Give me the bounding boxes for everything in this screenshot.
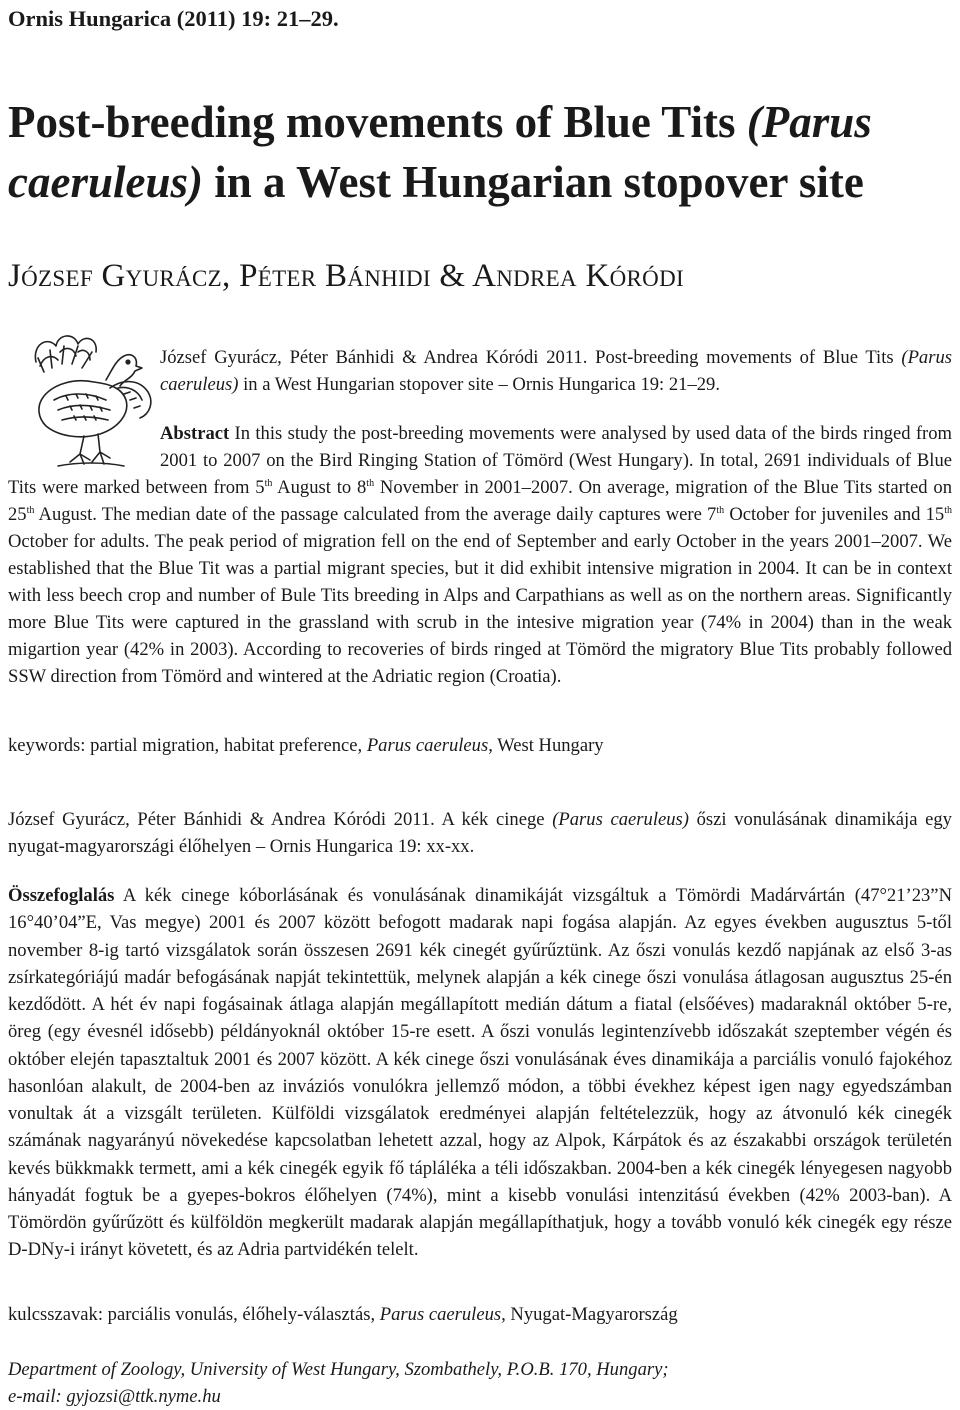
- hu-kw-species: Parus caeruleus,: [379, 1304, 506, 1325]
- author-affiliation: [8, 1356, 669, 1410]
- kw-text-1: keywords: partial migration, habitat preference,: [8, 735, 367, 756]
- abstract-sup-3: th: [26, 505, 35, 516]
- hungarian-abstract: [8, 882, 952, 1264]
- english-keywords: [8, 735, 604, 757]
- affiliation-email: e-mail: gyjozsi@ttk.nyme.hu: [8, 1386, 221, 1407]
- english-reference: [160, 344, 952, 398]
- abstract-sup-5: th: [944, 505, 952, 516]
- journal-citation: Ornis Hungarica (2011) 19: 21–29.: [8, 6, 339, 31]
- hu-kw-text-1: kulcsszavak: parciális vonulás, élőhely-választás,: [8, 1304, 380, 1325]
- abstract-s5: October for juveniles and 15: [724, 504, 945, 525]
- kw-species: Parus caeruleus: [366, 735, 489, 756]
- hu-abstract-text: A kék cinege kóborlásának és vonulásának dinamikáját vizsgáltuk a Tömördi Madárvártán (47°21’23”N 16°40’04”E, Vas megye) 2001 és 2007 között befogott madarak napi fogása alapján. Az egyes években augusztus 5-től november 8-ig tartó vizsgálatok során összesen 2691 kék cinegét gyűrűztünk. Az őszi vonulás kezdő napjának az első 3-as zsírkategóriájú madár befogásának napját tekintettük, melynek alapján a kék cinege őszi vonulása átlagosan augusztus 25-én kezdődött. A hét év napi fogásainak átlaga alapján megállapított medián dátum a fiatal (elsőéves) madaraknál október 5-re, öreg (egy évesnél idősebb) példányoknál október 15-re esett. A őszi vonulás legintenzívebb időszakát szeptember végén és október elején tapasztaltuk 2001 és 2007 között. A kék cinege őszi vonulásának éves dinamikája a parciális vonuló fajokéhoz hasonlóan alakult, de 2004-ben az inváziós vonulókra jellemző módon, a többi évekhez képest igen nagy egyedszámban vonultak át a vizsgált területen. Külföldi vizsgálatok eredményei alapján feltételezzük, hogy az átvonuló kék cinegék számának nagyarányú növekedése kapcsolatban lehetett azzal, hogy az Alpok, Kárpátok és az északabbi országok területén kevés bükkmakk termett, ami a kék cinegék egyik fő tápláléka a téli időszakban. 2004-ben a kék cinegék lényegesen nagyobb hányadát fogtuk be a gyepes-bokros élőhelyen (74%), mint a kisebb vonulási intenzitású években (42% 2003-ban). A Tömördön gyűrűzött és külföldön megkerült madarak alapján megállapíthatjuk, hogy a tovább vonuló kék cinegék egy része D-DNy-i irányt követett, és az Adria partvidékén telelt.: [8, 885, 952, 1261]
- hungarian-reference: [8, 806, 952, 860]
- abstract-label: Abstract: [160, 423, 230, 444]
- ref-species: (Parus caeruleus): [160, 347, 952, 395]
- hu-ref-species: (Parus caeruleus): [552, 809, 689, 830]
- abstract-s6: October for adults. The peak period of migration fell on the end of September and early October in the years 2001–2007. We established that the Blue Tit was a partial migrant species, but it did exhibit intensive migration in 2004. It can be in context with less beech crop and number of Bule Tits breeding in Alps and Carpathians as well as on the northern areas. Significantly more Blue Tits were captured in the grassland with scrub in the intesive migration year (74% in 2004) than in the weak migartion year (42% in 2003). According to recoveries of birds ringed at Tömörd the migratory Blue Tits probably followed SSW direction from Tömörd and wintered at the Adriatic region (Croatia).: [8, 531, 952, 687]
- title-text-2: in a West Hungarian stopover site: [203, 157, 864, 207]
- abstract-sup-1: th: [264, 478, 273, 489]
- abstract-s3: November in 2001–2007. On average, migration of the Blue Tits started on 25: [8, 477, 952, 525]
- paper-title: [8, 92, 952, 212]
- hu-abstract-label: Összefoglalás: [8, 885, 115, 906]
- title-text-1: Post-breeding movements of Blue Tits: [8, 97, 747, 147]
- affiliation-address: Department of Zoology, University of West Hungary, Szombathely, P.O.B. 170, Hungary;: [8, 1359, 669, 1380]
- abstract-indent: [8, 420, 160, 474]
- ref-text-2: in a West Hungarian stopover site – Ornis Hungarica 19: 21–29.: [238, 374, 720, 395]
- hu-ref-text-1: József Gyurácz, Péter Bánhidi & Andrea Kóródi 2011. A kék cinege: [8, 809, 553, 830]
- author-list: József Gyurácz, Péter Bánhidi & Andrea Kóródi: [8, 258, 684, 294]
- english-abstract: [8, 420, 952, 690]
- abstract-sup-2: th: [366, 478, 375, 489]
- kw-text-2: , West Hungary: [488, 735, 604, 756]
- abstract-s4: August. The median date of the passage calculated from the average daily captures were 7: [34, 504, 717, 525]
- abstract-s2: August to 8: [272, 477, 367, 498]
- ref-text-1: József Gyurácz, Péter Bánhidi & Andrea Kóródi 2011. Post-breeding movements of Blue Tits: [160, 347, 902, 368]
- hungarian-keywords: [8, 1304, 678, 1326]
- abstract-sup-4: th: [716, 505, 725, 516]
- hu-kw-text-2: Nyugat-Magyarország: [505, 1304, 678, 1325]
- title-species: (Parus caeruleus): [8, 97, 872, 207]
- hu-ref-text-2: őszi vonulásának dinamikája egy nyugat-magyarországi élőhelyen – Ornis Hungarica 19: xx-xx.: [8, 809, 952, 857]
- abstract-s1: In this study the post-breeding movements were analysed by used data of the birds ringed from 2001 to 2007 on the Bird Ringing Station of Tömörd (West Hungary). In total, 2691 individuals of Blue Tits were marked between from 5: [8, 423, 952, 498]
